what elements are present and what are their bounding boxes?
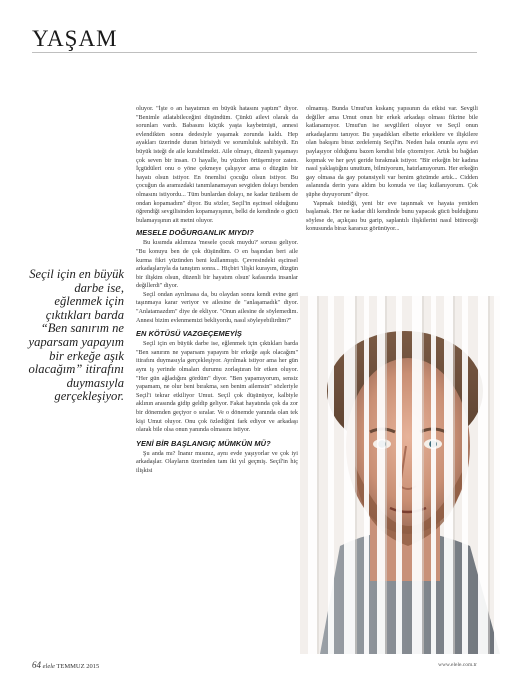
- pullquote: Seçil için en büyük darbe ise, eğlenmek için çıktıkları barda “Ben sanırım ne yaparsam yapayım bir erkeğe aşık olacağım” itirafını duymasıyla gerçekleşiyor.: [28, 267, 124, 404]
- page-number: 64: [32, 660, 41, 670]
- article-column-1: [136, 105, 298, 476]
- paragraph: Seçil için en büyük darbe ise, eğlenmek için çıktıkları barda "Ben sanırım ne yaparsam yapayım bir erkeğe aşık olacağım" itirafını duymasıyla gerçekleşiyor. Ayrılmak istiyor ama her gün aynı iş yerinde olmaları durumu zorlaştıran bir etken oluyor. "Her gün ağladığını gördüm" diyor. "Ben yapamıyorum, sensiz yapamam, ne olur beni bırakma, sen benim ailemsin" sözleriyle Seçil'i tekrar etkiliyor Umut. Seçil çok düşünüyor, kalbiyle aklının arasında gidip geldip geliyor. Fakat hayatında çok da zor bir dönemden geçiyor o sıralar. Ve o dönemde yanında olan tek kişi Umut oluyor. Onu çok özlediğini fark ediyor ve arkadaşı olarak bile olsa onun yanında olmasını istiyor.: [136, 340, 298, 434]
- subheading: MESELE DOĞURGANLIK MIYDI?: [136, 228, 254, 238]
- issue-date: TEMMUZ 2015: [56, 663, 100, 670]
- paragraph: oluyor. "İşte o an hayatımın en büyük hatasını yaptım" diyor. "Benimle atlatabileceğini düşündüm. Çünkü ailevi olarak da sorunları vardı. Babasını küçük yaşta kaybetmişti, annesi evlendikten sonra dedesiyle yaşamak zorunda kaldı. Hep ayakları üzerinde duran birisiydi ve sorumluluk sahibiydi. En büyük isteği de aile kurabilmekti. Aile olmayı, düzenli yaşamayı çok seven bir insan. O hayalle, bu yüzden örtüşemiyor zaten. İçgüdüleri onu o yöne çekmeye çalışıyor ama o düzgün bir hayatı olsun istiyor. En önemlisi çocuğu olsun istiyor. Bu çocuğun da aramızdaki tanımlanamayan sevgiden dolayı benden olmasını istiyordu... Tüm bunlardan dolayı, ne kadar üzülsem de ondan kopamadım" diyor. Bu sözler, Seçil'in eşcinsel olduğunu öğrendiği sevgilisinden kopamayışının, belki de kendinde o gücü bulamayışının ait metni oluyor.: [136, 105, 298, 224]
- paragraph: Seçil ondan ayrılmasa da, bu olaydan sonra kendi evine geri taşınmaya karar veriyor ve ailesine de "anlaşamadık" diyor. "Anlatamazdım" diye de ekliyor. "Onun ailesine de söylemedim. Annesi bizim evlenmemizi bekliyordu, nasıl söyleyebilirdim?": [136, 290, 298, 324]
- header-divider: [32, 52, 477, 53]
- paragraph: olmamış. Bunda Umut'un kıskanç yapısının da etkisi var. Sevgili değiller ama Umut onun bir erkek arkadaşı olması fikrine bile katlanamıyor. Umut'un ise sevgilileri oluyor ve Seçil onun arkadaşlarını tanıyor. Bu yaşadıkları elbette erkeklere ve ilişkilere olan bakışını biraz zedelemiş Seçil'in. Neden hala onunla aynı evi paylaşıyor olduğunu bazen kendisi bile çözemiyor. Artık bu bağdan kopmak ve her şeyi geride bırakmak istiyor. "Bir erkeğin bir kadına nasıl yaklaştığını unuttum, bilmiyorum, hatırlamıyorum. Her erkeğin gay olmasa da gay potansiyeli var benim gözümde artık... Cidden aslanında derin yara aldım bu konuda ve ilaç kullanıyorum. Çok şüphe duyuyorum" diyor.: [306, 105, 478, 198]
- article-column-2: [306, 105, 478, 234]
- section-title: YAŞAM: [32, 26, 118, 51]
- portrait-strips-image: [300, 296, 500, 654]
- paragraph: Bu kısımda aklımıza 'mesele çocuk muydu?' sorusu geliyor. "Bu konuyu ben de çok düşündüm. O en başından beri aile kurma fikri yüzünden beni kullanmıştı. Çevresindeki eşcinsel arkadaşlarıyla da tanıştım sonra... Hiçbiri 'ilişki kurayım, düzgün bir ilişkim olsun, düzenli bir hayatım olsun' kafasında insanlar değillerdi" diyor.: [136, 239, 298, 290]
- footer-url: www.elele.com.tr: [438, 662, 477, 668]
- footer-left: [32, 660, 99, 670]
- magazine-brand: elele: [42, 663, 55, 670]
- subheading: YENİ BİR BAŞLANGIÇ MÜMKÜN MÜ?: [136, 438, 271, 448]
- portrait-photo: [300, 296, 500, 654]
- paragraph: Yapmak istediği, yeni bir eve taşınmak ve hayata yeniden başlamak. Her ne kadar dili kendinde bunu yapacak gücü bulduğunu söylese de, açıkçası bu garip, saplantılı ilişkilerini nasıl bitireceği konusunda biraz kararsız görünüyor...: [306, 199, 478, 233]
- subheading: EN KÖTÜSÜ VAZGEÇEMEYİŞ: [136, 329, 242, 339]
- paragraph: Şu anda mı? İnanır mısınız, aynı evde yaşıyorlar ve çok iyi arkadaşlar. Olayların üzerinden tam iki yıl geçmiş. Seçil'in hiç ilişkisi: [136, 449, 298, 474]
